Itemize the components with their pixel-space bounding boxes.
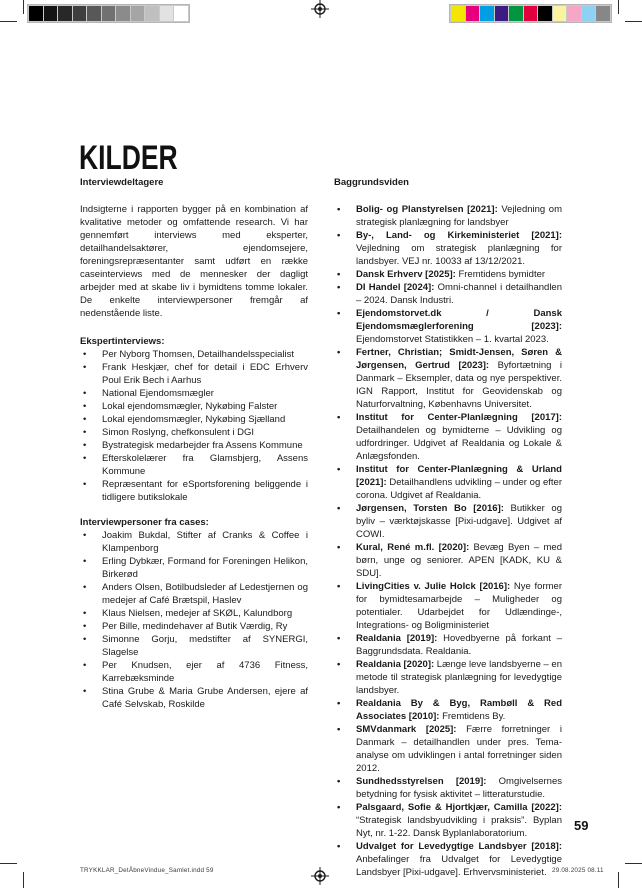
color-swatch bbox=[582, 6, 596, 21]
reference-source: Institut for Center-Planlægning [2017]: bbox=[356, 412, 562, 423]
color-swatch bbox=[58, 6, 72, 21]
list-item: • Simon Roslyng, chefkonsulent i DGI bbox=[80, 426, 308, 439]
color-swatch bbox=[102, 6, 116, 21]
reference-text: Færre forretninger i Danmark – detailhandlen under pres. Tema-analyse om udviklingen i antal forretninger siden 2012. bbox=[356, 724, 562, 774]
reference-source: DI Handel [2024]: bbox=[356, 282, 435, 293]
reference-item bbox=[334, 346, 562, 411]
crop-mark bbox=[23, 0, 24, 14]
reference-text: Fremtidens bymidter bbox=[455, 269, 546, 280]
crop-mark bbox=[0, 863, 17, 864]
reference-source: By-, Land- og Kirkeministeriet [2021]: bbox=[356, 230, 562, 241]
reference-source: Fertner, Christian; Smidt-Jensen, Søren & Jørgensen, Gertrud [2023]: bbox=[356, 347, 562, 371]
reference-source: Jørgensen, Torsten Bo [2016]: bbox=[356, 503, 504, 514]
reference-source: Realdania [2020]: bbox=[356, 659, 435, 670]
references-list bbox=[334, 203, 562, 879]
reference-text: Butikker og byliv – værktøjskasse [Pixi-udgave]. Udgivet af COWI. bbox=[356, 503, 562, 540]
list-item: • Per Bille, medindehaver af Butik Værdig, Ry bbox=[80, 620, 308, 633]
list-item: • Lokal ejendomsmægler, Nykøbing Falster bbox=[80, 400, 308, 413]
reference-source: Udvalget for Levedygtige Landsbyer [2018]: bbox=[356, 841, 562, 852]
color-swatch bbox=[160, 6, 174, 21]
crop-mark bbox=[23, 872, 24, 888]
list-item: • Per Nyborg Thomsen, Detailhandelsspecialist bbox=[80, 348, 308, 361]
reference-source: Realdania By & Byg, Rambøll & Red Associates [2010]: bbox=[356, 698, 562, 722]
registration-mark-icon bbox=[311, 867, 329, 885]
reference-item bbox=[334, 580, 562, 632]
reference-item bbox=[334, 502, 562, 541]
reference-text: Vejledning om strategisk planlægning for landsbyer. VEJ nr. 10033 af 13/12/2021. bbox=[356, 243, 562, 267]
color-swatch bbox=[87, 6, 101, 21]
references-heading: Baggrundsviden bbox=[334, 177, 409, 188]
color-swatch bbox=[495, 6, 509, 21]
color-swatch bbox=[29, 6, 43, 21]
interview-heading: Interviewdeltagere bbox=[80, 177, 164, 188]
list-item: • Frank Heskjær, chef for detail i EDC Erhverv Poul Erik Bech i Aarhus bbox=[80, 361, 308, 387]
list-item: • Simonne Gorju, medstifter af SYNERGI, Slagelse bbox=[80, 633, 308, 659]
reference-item bbox=[334, 268, 562, 281]
crop-mark bbox=[618, 872, 619, 888]
reference-source: Kural, René m.fl. [2020]: bbox=[356, 542, 470, 553]
reference-source: Dansk Erhverv [2025]: bbox=[356, 269, 456, 280]
color-swatch bbox=[116, 6, 130, 21]
reference-source: Bolig- og Planstyrelsen [2021]: bbox=[356, 204, 498, 215]
color-swatch bbox=[524, 6, 538, 21]
interview-column bbox=[80, 176, 308, 723]
print-timestamp: 29.08.2025 08.11 bbox=[552, 867, 604, 874]
reference-text: Vejledning om strategisk planlægning for landsbyer bbox=[356, 204, 563, 228]
color-calibration-bar bbox=[449, 4, 612, 23]
list-item: • Erling Dybkær, Formand for Foreningen Helikon, Birkerød bbox=[80, 555, 308, 581]
reference-item bbox=[334, 281, 562, 307]
reference-item bbox=[334, 801, 562, 840]
print-filename: TRYKKLAR_DetÅbneVindue_Samlet.indd 59 bbox=[80, 867, 214, 874]
list-item: • Anders Olsen, Botilbudsleder af Ledestjernen og medejer af Café Brætspil, Haslev bbox=[80, 581, 308, 607]
reference-text: Anbefalinger fra Udvalget for Levedygtige Landsbyer [Pixi-udgave]. Erhvervsministeriet. bbox=[356, 854, 562, 878]
reference-item bbox=[334, 840, 562, 879]
color-swatch bbox=[131, 6, 145, 21]
reference-text: Hovedbyerne på forkant – Baggrundsdata. Realdania. bbox=[356, 633, 562, 657]
reference-item bbox=[334, 775, 562, 801]
reference-text: Ejendomstorvet Statistikken – 1. kvartal 2023. bbox=[356, 334, 549, 345]
reference-item bbox=[334, 463, 562, 502]
reference-item bbox=[334, 632, 562, 658]
reference-item bbox=[334, 203, 562, 229]
list-item: • Repræsentant for eSportsforening beliggende i tidligere butikslokale bbox=[80, 478, 308, 504]
reference-source: LivingCities v. Julie Holck [2016]: bbox=[356, 581, 511, 592]
color-swatch bbox=[145, 6, 159, 21]
cases-list bbox=[80, 529, 308, 711]
cases-heading: Interviewpersoner fra cases: bbox=[80, 517, 209, 528]
color-swatch bbox=[480, 6, 494, 21]
page-title: KILDER bbox=[79, 138, 178, 177]
reference-item bbox=[334, 541, 562, 580]
reference-source: Institut for Center-Planlægning & Urland [2021]: bbox=[356, 464, 562, 488]
reference-source: Ejendomstorvet.dk / Dansk Ejendomsmæglerforening [2023]: bbox=[356, 308, 562, 332]
reference-text: Byfortætning i Danmark – Eksempler, data og nye perspektiver. IGN Rapport, Institut for Geovidenskab og Naturforvaltning, Københavns Universitet. bbox=[356, 360, 563, 410]
list-item: • National Ejendomsmægler bbox=[80, 387, 308, 400]
reference-item bbox=[334, 307, 562, 346]
reference-text: Nye former for bymidtesamarbejde – Muligheder og potentialer. Udarbejdet for Udlændinge-, Integrations- og Boligministeriet bbox=[356, 581, 562, 631]
list-item: • Lokal ejendomsmægler, Nykøbing Sjælland bbox=[80, 413, 308, 426]
list-item: • Bystrategisk medarbejder fra Assens Kommune bbox=[80, 439, 308, 452]
reference-source: Sundhedsstyrelsen [2019]: bbox=[356, 776, 487, 787]
list-item: • Efterskolelærer fra Glamsbjerg, Assens Kommune bbox=[80, 452, 308, 478]
list-item: • Klaus Nielsen, medejer af SKØL, Kalundborg bbox=[80, 607, 308, 620]
color-swatch bbox=[466, 6, 480, 21]
reference-item bbox=[334, 411, 562, 463]
reference-text: Detailhandelen og bymidterne – Udvikling og udfordringer. Udgivet af Realdania og Lokale & Anlægsfonden. bbox=[356, 425, 562, 462]
reference-item bbox=[334, 658, 562, 697]
reference-text: Omni-channel i detailhandlen – 2024. Dansk Industri. bbox=[356, 282, 562, 306]
experts-list bbox=[80, 348, 308, 504]
color-swatch bbox=[174, 6, 188, 21]
color-swatch bbox=[596, 6, 610, 21]
color-swatch bbox=[509, 6, 523, 21]
reference-source: Realdania [2019]: bbox=[356, 633, 438, 644]
color-swatch bbox=[553, 6, 567, 21]
crop-mark bbox=[625, 21, 642, 22]
page-number: 59 bbox=[574, 818, 589, 833]
reference-text: “Strategisk landsbyudvikling i praksis”. Byplan Nyt, nr. 1-22. Dansk Byplanlaboratorium. bbox=[356, 815, 562, 839]
registration-mark-icon bbox=[311, 0, 329, 18]
reference-item bbox=[334, 723, 562, 775]
intro-paragraph: Indsigterne i rapporten bygger på en kombination af kvalitative metoder og omfattende research. Vi har gennemført interviews med eksperter, detailhandelsaktører, ejendomsejere, foreningsrepræsentanter samt udført en række caseinterviews med de mennesker der dagligt arbejder med at skabe liv i bymidtens tomme lokaler. De enkelte interviewpersoner fremgår af nedenstående liste. bbox=[80, 204, 308, 319]
reference-text: Fremtidens By. bbox=[439, 711, 506, 722]
crop-mark bbox=[618, 0, 619, 14]
color-swatch bbox=[451, 6, 465, 21]
reference-text: Detailhandlens udvikling – under og efter corona. Udgivet af Realdania. bbox=[356, 477, 562, 501]
reference-source: Palsgaard, Sofie & Hjortkjær, Camilla [2022]: bbox=[356, 802, 562, 813]
reference-item bbox=[334, 229, 562, 268]
reference-source: SMVdanmark [2025]: bbox=[356, 724, 457, 735]
color-swatch bbox=[73, 6, 87, 21]
list-item: • Stina Grube & Maria Grube Andersen, ejere af Café Selvskab, Roskilde bbox=[80, 685, 308, 711]
list-item: • Joakim Bukdal, Stifter af Cranks & Coffee i Klampenborg bbox=[80, 529, 308, 555]
reference-text: Omgivelsernes betydning for fysisk aktivitet – litteraturstudie. bbox=[356, 776, 562, 800]
references-column bbox=[334, 176, 562, 888]
crop-mark bbox=[0, 21, 17, 22]
crop-mark bbox=[625, 863, 642, 864]
list-item: • Per Knudsen, ejer af 4736 Fitness, Karrebæksminde bbox=[80, 659, 308, 685]
reference-text: Bevæg Byen – med børn, unge og seniorer. APEN [KADK, KU & SDU]. bbox=[356, 542, 562, 579]
color-swatch bbox=[538, 6, 552, 21]
grayscale-calibration-bar bbox=[27, 4, 190, 23]
reference-item bbox=[334, 697, 562, 723]
color-swatch bbox=[44, 6, 58, 21]
color-swatch bbox=[567, 6, 581, 21]
reference-text: Længe leve landsbyerne – en metode til strategisk planlægning for levedygtige landsbyer. bbox=[356, 659, 562, 696]
experts-heading: Ekspertinterviews: bbox=[80, 336, 165, 347]
